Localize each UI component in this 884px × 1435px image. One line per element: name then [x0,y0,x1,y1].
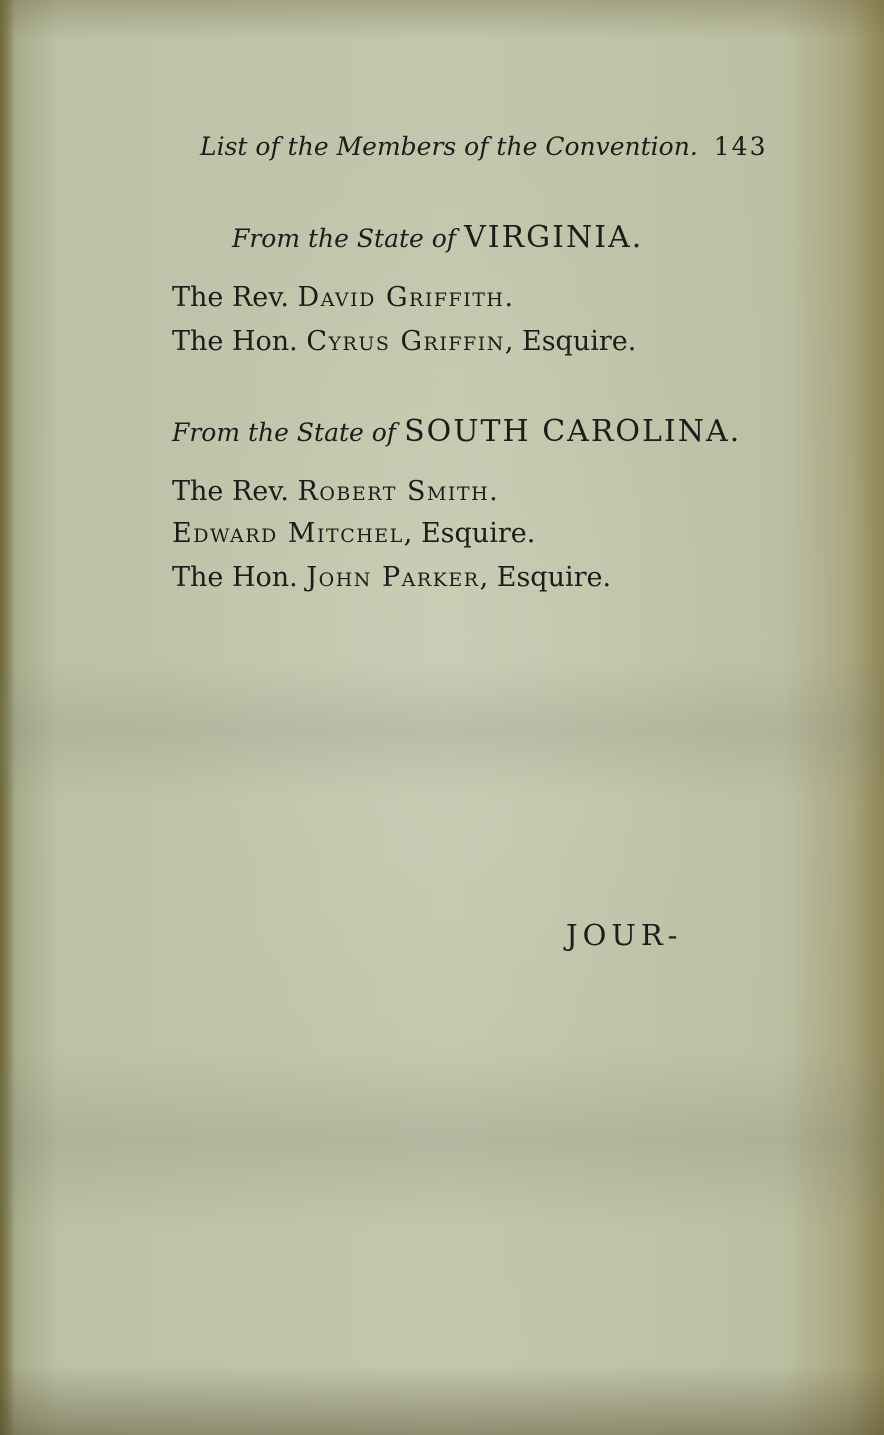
member-prefix: The Hon. [172,562,298,593]
member-prefix: The Hon. [172,326,298,357]
member-name: Cyrus Griffin [306,326,505,357]
member-suffix: , Esquire. [403,518,536,549]
member-suffix: , Esquire. [504,326,637,357]
bottom-edge-shadow [0,1365,884,1435]
member-suffix: . [489,476,498,507]
section-heading-lead: From the State of [232,224,457,253]
member-entry [172,476,498,507]
member-suffix: , Esquire. [479,562,612,593]
running-head [200,132,768,161]
member-name: John Parker [306,562,480,593]
member-suffix: . [504,282,514,313]
member-entry [172,282,513,313]
member-entry [172,518,535,549]
section-heading-state: VIRGINIA. [464,220,644,255]
member-name: Robert Smith [297,476,490,507]
section-heading-virginia [232,220,643,255]
member-name: David Griffith [297,282,505,313]
member-prefix: The Rev. [172,476,289,507]
section-heading-state: SOUTH CAROLINA. [404,414,742,449]
member-name: Edward Mitchel [172,518,404,549]
section-heading-south-carolina [172,414,741,449]
member-entry [172,562,611,593]
paper-fold-shadow [0,1050,884,1230]
catchword: JOUR- [566,918,683,952]
member-prefix: The Rev. [172,282,289,313]
page-edge-shadow [0,0,14,1435]
paper-fold-shadow [0,660,884,800]
running-head-title: List of the Members of the Convention. [200,132,698,161]
section-heading-lead: From the State of [172,418,397,447]
member-entry [172,326,636,357]
page-number: 143 [713,132,768,161]
top-edge-shadow [0,0,884,40]
